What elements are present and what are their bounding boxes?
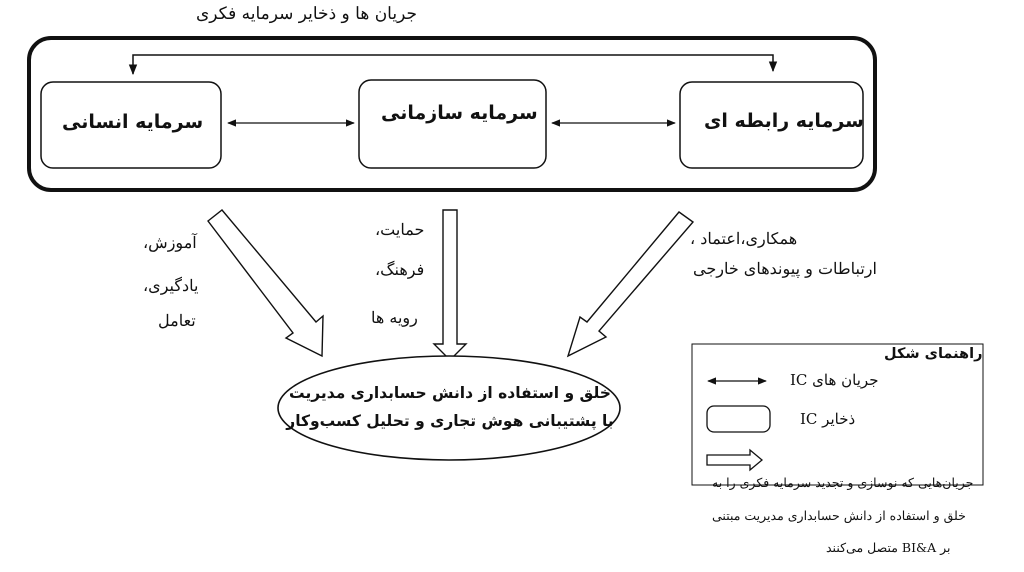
legend-renew-line-2: خلق و استفاده از دانش حسابداری مدیریت مبتنی	[712, 508, 966, 523]
block-arrow-human	[208, 210, 323, 356]
diagram-title: جریان ها و ذخایر سرمایه فکری	[196, 4, 417, 24]
goal-text-line-2: با پشتیبانی هوش تجاری و تحلیل کسب‌وکار	[286, 412, 614, 430]
structural-capital-label: سرمایه سازمانی	[381, 102, 538, 124]
structural-flow-label-1: حمایت،	[375, 220, 425, 239]
structural-flow-label-2: فرهنگ،	[375, 260, 425, 279]
block-arrow-relational	[568, 212, 693, 356]
relational-flow-label-2: ارتباطات و پیوندهای خارجی	[693, 259, 877, 278]
legend-stock-box	[707, 406, 770, 432]
legend-renew-line-3: بر BI&A متصل می‌کنند	[826, 540, 951, 555]
top-connector-arrow	[133, 55, 773, 74]
human-flow-label-1: آموزش،	[143, 233, 197, 252]
block-arrow-structural	[434, 210, 466, 360]
structural-capital-box	[359, 80, 546, 168]
legend-title: راهنمای شکل	[884, 346, 983, 362]
human-flow-label-3: تعامل	[158, 311, 196, 330]
structural-flow-label-3: رویه ها	[371, 308, 418, 327]
human-capital-label: سرمایه انسانی	[62, 111, 204, 133]
relational-flow-label-1: همکاری،اعتماد ،	[690, 229, 798, 248]
legend-renew-line-1: جریان‌هایی که نوسازی و تجدید سرمایه فکری را به	[712, 475, 974, 490]
human-flow-label-2: یادگیری،	[143, 276, 199, 295]
legend-stock-label: ذخایر IC	[800, 410, 856, 428]
goal-text-line-1: خلق و استفاده از دانش حسابداری مدیریت	[289, 384, 611, 402]
relational-capital-label: سرمایه رابطه ای	[704, 110, 864, 132]
legend-flow-label: جریان های IC	[790, 371, 879, 389]
